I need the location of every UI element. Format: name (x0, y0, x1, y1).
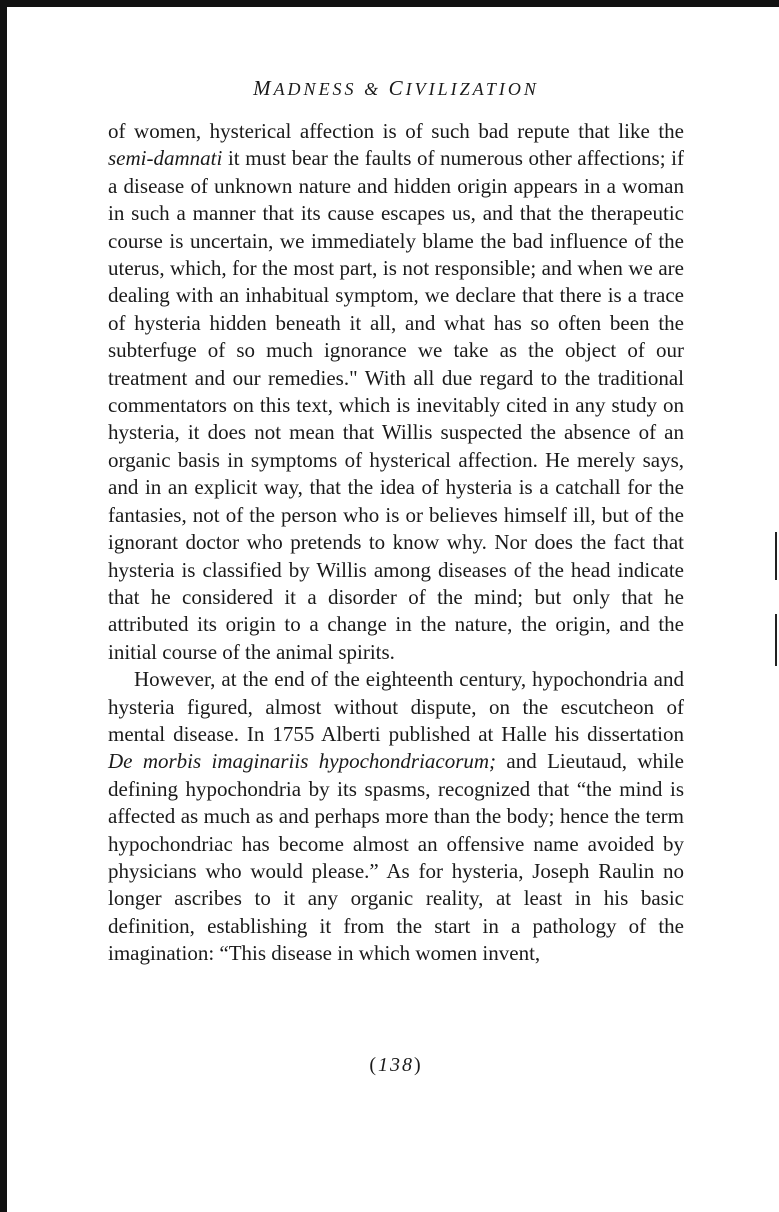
book-page (108, 0, 684, 1212)
running-head-word: IVILIZATION (405, 79, 539, 99)
text-run: and Lieutaud, while defining hypochondria by its spasms, recognized that “the mind is affected as much as and perhaps more than the body; hence the term hypochondriac has become almost an offensive name avoided by physicians who would please.” As for hysteria, Joseph Raulin no longer ascribes to it any organic reality, at least in his basic definition, establishing it from the start in a pathology of the imagination: “This disease in which women invent, (108, 749, 684, 966)
paragraph (108, 666, 684, 967)
page-number (108, 1054, 684, 1077)
margin-mark (775, 614, 777, 666)
italic-phrase: De morbis imaginariis hypochondriacorum; (108, 749, 497, 774)
text-run: it must bear the faults of numerous other affections; if a disease of unknown nature and hidden origin appears in a woman in such a manner that its cause escapes us, and that the therapeutic course is uncertain, we immediately blame the bad influence of the uterus, which, for the most part, is not responsible; and when we are dealing with an inhabitual symptom, we declare that there is a trace of hysteria hidden beneath it all, and what has so often been the subterfuge of so much ignorance we take as the object of our treatment and our remedies." With all due regard to the traditional commentators on this text, which is inevitably cited in any study on hysteria, it does not mean that Willis suspected the absence of an organic basis in symptoms of hysterical affection. He merely says, and in an explicit way, that the idea of hysteria is a catchall for the fantasies, not of the person who is or believes himself ill, but of the ignorant doctor who pretends to know why. Nor does the fact that hysteria is classified by Willis among diseases of the head indicate that he considered it a disorder of the mind; but only that he attributed its origin to a change in the nature, the origin, and the initial course of the animal spirits. (108, 146, 684, 664)
margin-mark (775, 532, 777, 580)
page-border-left (0, 0, 7, 1212)
running-head (108, 76, 684, 101)
page-number-paren: ( (369, 1054, 378, 1076)
page-number-value: 138 (378, 1054, 414, 1076)
text-run: of women, hysterical affection is of such bad repute that like the (108, 119, 684, 143)
running-head-word: ADNESS (273, 79, 357, 99)
body-text (108, 118, 684, 968)
page-number-paren: ) (414, 1054, 423, 1076)
running-head-initial: C (388, 76, 406, 100)
running-head-initial: M (253, 76, 274, 100)
italic-phrase: semi-damnati (108, 146, 223, 171)
running-head-ampersand: & (364, 79, 382, 99)
paragraph (108, 118, 684, 666)
text-run: However, at the end of the eighteenth century, hypochondria and hysteria figured, almost without dispute, on the escutcheon of mental disease. In 1755 Alberti published at Halle his dissertation (108, 667, 684, 746)
